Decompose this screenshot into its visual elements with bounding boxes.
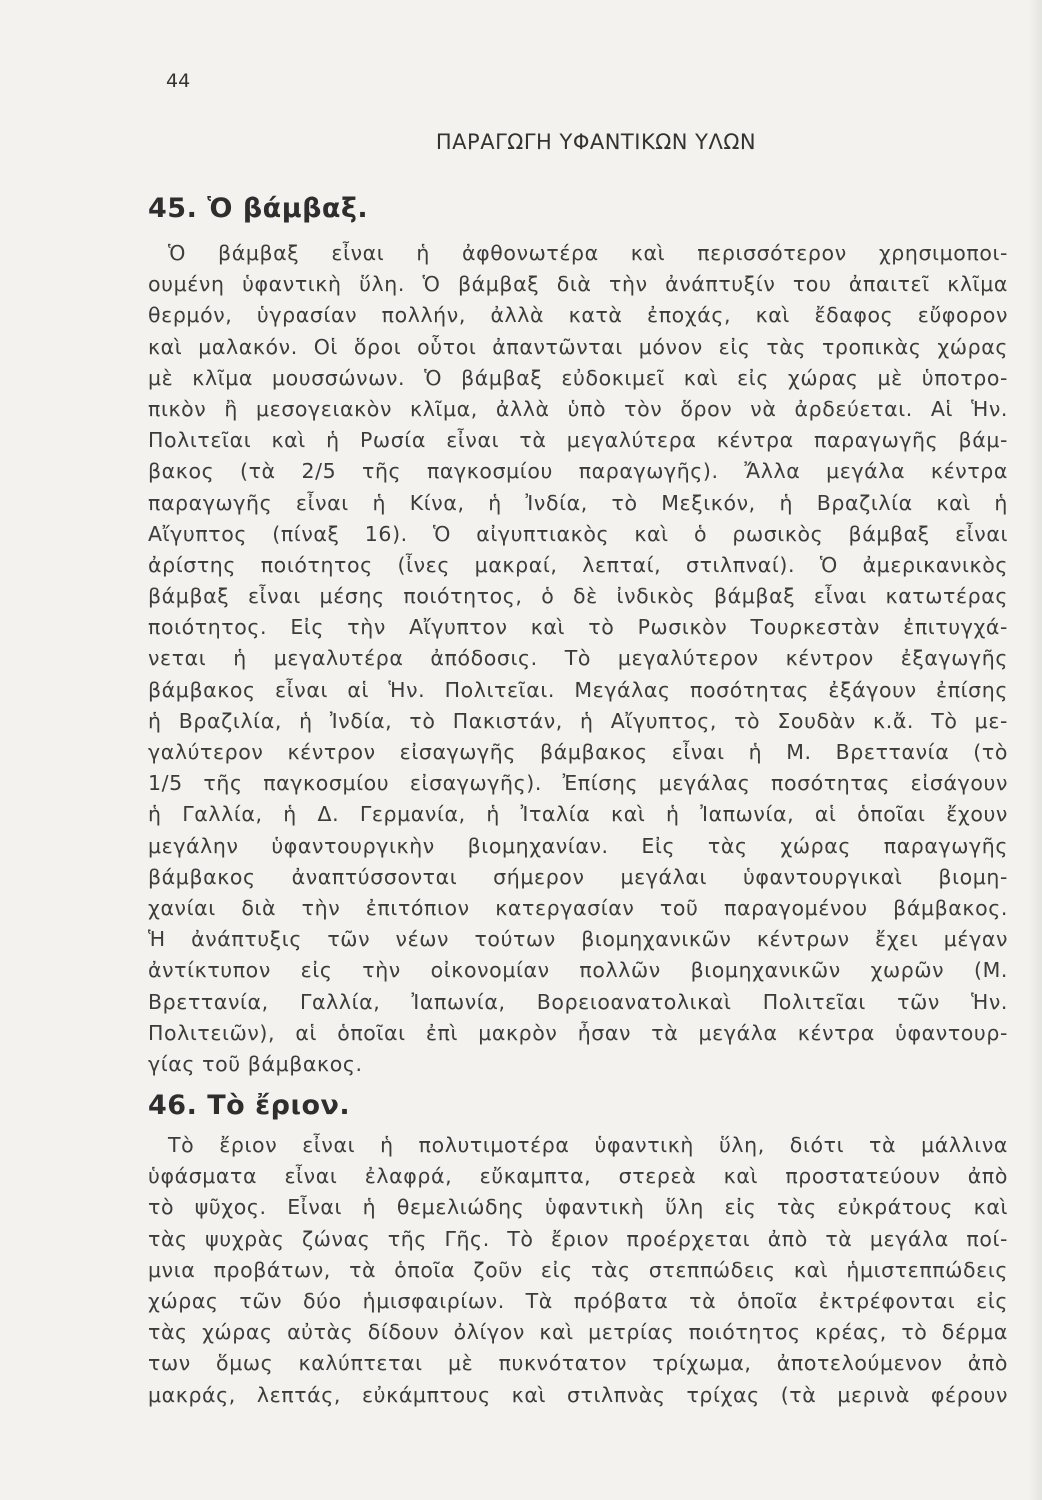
chapter-title: ΠΑΡΑΓΩΓΗ ΥΦΑΝΤΙΚΩΝ ΥΛΩΝ [435,130,757,154]
page-number: 44 [166,70,191,92]
text-line: των ὅμως καλύπτεται μὲ πυκνότατον τρίχωμα, ἀποτελούμενον ἀπὸ [148,1351,1008,1376]
text-line: γίας τοῦ βάμβακος. [148,1051,363,1076]
text-line: ἡ Γαλλία, ἡ Δ. Γερμανία, ἡ Ἰταλία καὶ ἡ Ἰαπωνία, αἱ ὁποῖαι ἔχουν [148,802,1008,827]
text-line: τὰς ψυχρὰς ζώνας τῆς Γῆς. Τὸ ἔριον προέρχεται ἀπὸ τὰ μεγάλα ποί- [148,1226,1008,1251]
text-line: βάμβακος ἀναπτύσσονται σήμερον μεγάλαι ὑφαντουργικαὶ βιομη- [148,864,1008,889]
text-line: τὸ ψῦχος. Εἶναι ἡ θεμελιώδης ὑφαντικὴ ὕλη εἰς τὰς εὐκράτους καὶ [148,1195,1008,1220]
text-line: Ὁ βάμβαξ εἶναι ἡ ἀφθονωτέρα καὶ περισσότερον χρησιμοποι- [168,241,1008,265]
text-line: γαλύτερον κέντρον εἰσαγωγῆς βάμβακος εἶναι ἡ Μ. Βρεττανία (τὸ [148,740,1008,764]
text-line: Ἡ ἀνάπτυξις τῶν νέων τούτων βιομηχανικῶν κέντρων ἔχει μέγαν [148,927,1008,952]
text-line: χανίαι διὰ τὴν ἐπιτόπιον κατεργασίαν τοῦ παραγομένου βάμβακος. [148,895,1008,920]
text-line: ουμένη ὑφαντικὴ ὕλη. Ὁ βάμβαξ διὰ τὴν ἀνάπτυξίν του ἀπαιτεῖ κλῖμα [148,272,1008,297]
text-line: μακράς, λεπτάς, εὐκάμπτους καὶ στιλπνὰς τρίχας (τὰ μερινὰ φέρουν [148,1382,1008,1407]
text-line: ἀντίκτυπον εἰς τὴν οἰκονομίαν πολλῶν βιομηχανικῶν χωρῶν (Μ. [148,958,1008,983]
text-line: Βρεττανία, Γαλλία, Ἰαπωνία, Βορειοανατολικαὶ Πολιτεῖαι τῶν Ἡν. [148,989,1008,1014]
text-line: μεγάλην ὑφαντουργικὴν βιομηχανίαν. Εἰς τὰς χώρας παραγωγῆς [148,833,1008,858]
text-line: Τὸ ἔριον εἶναι ἡ πολυτιμοτέρα ὑφαντικὴ ὕλη, διότι τὰ μάλλινα [168,1133,1008,1157]
text-line: βάμβακος εἶναι αἱ Ἡν. Πολιτεῖαι. Μεγάλας ποσότητας ἐξάγουν ἐπίσης [148,677,1008,702]
text-line: Αἴγυπτος (πίναξ 16). Ὁ αἰγυπτιακὸς καὶ ὁ ρωσικὸς βάμβαξ εἶναι [148,521,1008,546]
section-body-46 [148,1130,1008,1411]
page-edge-shadow [1028,0,1042,1500]
text-line: Πολιτειῶν), αἱ ὁποῖαι ἐπὶ μακρὸν ἦσαν τὰ μεγάλα κέντρα ὑφαντουρ- [148,1020,1008,1045]
text-line: ποιότητος. Εἰς τὴν Αἴγυπτον καὶ τὸ Ρωσικὸν Τουρκεστὰν ἐπιτυγχά- [148,615,1008,640]
text-line: βάμβαξ εἶναι μέσης ποιότητος, ὁ δὲ ἰνδικὸς βάμβαξ εἶναι κατωτέρας [148,584,1008,609]
text-line: ἀρίστης ποιότητος (ἶνες μακραί, λεπταί, στιλπναί). Ὁ ἀμερικανικὸς [148,552,1008,577]
text-line: ὑφάσματα εἶναι ἐλαφρά, εὔκαμπτα, στερεὰ καὶ προστατεύουν ἀπὸ [148,1164,1008,1189]
text-line: νεται ἡ μεγαλυτέρα ἀπόδοσις. Τὸ μεγαλύτερον κέντρον ἐξαγωγῆς [148,646,1008,671]
text-line: Πολιτεῖαι καὶ ἡ Ρωσία εἶναι τὰ μεγαλύτερα κέντρα παραγωγῆς βάμ- [148,428,1008,453]
section-heading-46: 46. Τὸ ἔριον. [148,1090,351,1121]
text-line: χώρας τῶν δύο ἡμισφαιρίων. Τὰ πρόβατα τὰ ὁποῖα ἐκτρέφονται εἰς [148,1288,1008,1313]
section-heading-45: 45. Ὁ βάμβαξ. [148,193,369,224]
text-line: 1/5 τῆς παγκοσμίου εἰσαγωγῆς). Ἐπίσης μεγάλας ποσότητας εἰσάγουν [148,771,1008,796]
text-line: θερμόν, ὑγρασίαν πολλήν, ἀλλὰ κατὰ ἐποχάς, καὶ ἔδαφος εὔφορον [148,303,1008,328]
text-line: βακος (τὰ 2/5 τῆς παγκοσμίου παραγωγῆς). Ἄλλα μεγάλα κέντρα [148,459,1008,484]
text-line: παραγωγῆς εἶναι ἡ Κίνα, ἡ Ἰνδία, τὸ Μεξικόν, ἡ Βραζιλία καὶ ἡ [148,490,1008,515]
text-line: μὲ κλῖμα μουσσώνων. Ὁ βάμβαξ εὐδοκιμεῖ καὶ εἰς χώρας μὲ ὑποτρο- [148,365,1008,390]
text-line: μνια προβάτων, τὰ ὁποῖα ζοῦν εἰς τὰς στεππώδεις καὶ ἡμιστεππώδεις [148,1257,1008,1282]
text-line: καὶ μαλακόν. Οἱ ὅροι οὗτοι ἀπαντῶνται μόνον εἰς τὰς τροπικὰς χώρας [148,334,1008,359]
text-line: ἡ Βραζιλία, ἡ Ἰνδία, τὸ Πακιστάν, ἡ Αἴγυπτος, τὸ Σουδὰν κ.ἄ. Τὸ με- [148,708,1008,733]
text-line: τὰς χώρας αὐτὰς δίδουν ὀλίγον καὶ μετρίας ποιότητος κρέας, τὸ δέρμα [148,1320,1008,1345]
text-line: πικὸν ἢ μεσογειακὸν κλῖμα, ἀλλὰ ὑπὸ τὸν ὅρον νὰ ἀρδεύεται. Αἱ Ἡν. [148,396,1008,421]
section-body-45 [148,238,1008,1080]
